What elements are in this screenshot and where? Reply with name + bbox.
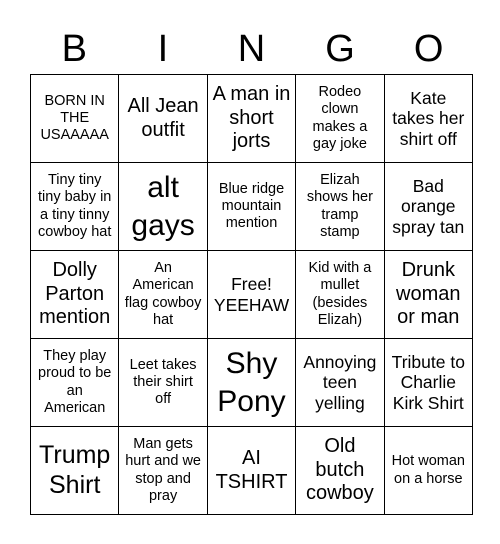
bingo-cell[interactable]: alt gays bbox=[119, 163, 207, 251]
bingo-cell[interactable]: Man gets hurt and we stop and pray bbox=[119, 427, 207, 515]
bingo-cell[interactable]: They play proud to be an American bbox=[31, 339, 119, 427]
header-letter-i: I bbox=[157, 28, 169, 70]
bingo-cell[interactable]: Tiny tiny tiny baby in a tiny tinny cowboy hat bbox=[31, 163, 119, 251]
bingo-cell[interactable]: Bad orange spray tan bbox=[385, 163, 473, 251]
header-letter-g: G bbox=[325, 28, 355, 70]
bingo-cell[interactable]: Annoying teen yelling bbox=[296, 339, 384, 427]
bingo-cell[interactable]: Blue ridge mountain mention bbox=[208, 163, 296, 251]
bingo-cell[interactable]: Old butch cowboy bbox=[296, 427, 384, 515]
bingo-cell[interactable]: An American flag cowboy hat bbox=[119, 251, 207, 339]
bingo-cell[interactable]: All Jean outfit bbox=[119, 75, 207, 163]
bingo-cell[interactable]: Hot woman on a horse bbox=[385, 427, 473, 515]
bingo-header bbox=[30, 24, 473, 74]
bingo-cell[interactable]: Kate takes her shirt off bbox=[385, 75, 473, 163]
bingo-cell[interactable]: Tribute to Charlie Kirk Shirt bbox=[385, 339, 473, 427]
bingo-cell[interactable]: Rodeo clown makes a gay joke bbox=[296, 75, 384, 163]
bingo-cell[interactable]: Kid with a mullet (besides Elizah) bbox=[296, 251, 384, 339]
bingo-cell[interactable]: Elizah shows her tramp stamp bbox=[296, 163, 384, 251]
bingo-cell[interactable]: Trump Shirt bbox=[31, 427, 119, 515]
bingo-cell[interactable]: Shy Pony bbox=[208, 339, 296, 427]
header-letter-o: O bbox=[413, 28, 444, 70]
bingo-cell[interactable]: Drunk woman or man bbox=[385, 251, 473, 339]
bingo-cell[interactable]: Leet takes their shirt off bbox=[119, 339, 207, 427]
bingo-cell[interactable]: Dolly Parton mention bbox=[31, 251, 119, 339]
bingo-cell[interactable]: BORN IN THE USAAAAA bbox=[31, 75, 119, 163]
header-letter-n: N bbox=[237, 28, 266, 70]
header-letter-b: B bbox=[61, 28, 87, 70]
bingo-cell[interactable]: A man in short jorts bbox=[208, 75, 296, 163]
bingo-grid bbox=[30, 74, 473, 515]
free-space-cell[interactable]: Free! YEEHAW bbox=[208, 251, 296, 339]
bingo-cell[interactable]: AI TSHIRT bbox=[208, 427, 296, 515]
